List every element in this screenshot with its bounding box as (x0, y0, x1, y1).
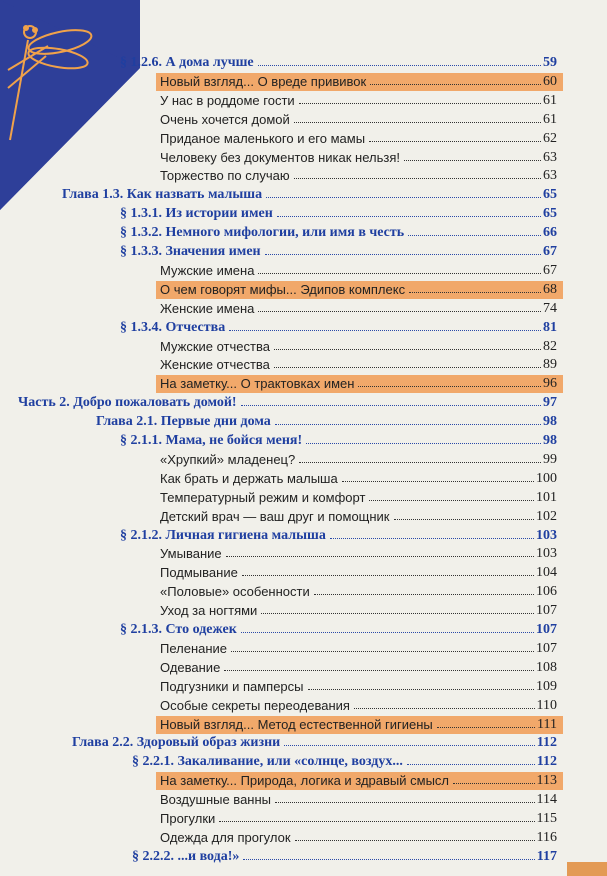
toc-entry-title: Часть 2. Добро пожаловать домой! (18, 395, 237, 411)
toc-entry-title: Подгузники и памперсы (160, 678, 304, 694)
toc-entry[interactable] (0, 205, 607, 223)
toc-leader-dots (231, 651, 534, 652)
toc-entry[interactable] (0, 564, 607, 582)
toc-page-number: 108 (536, 659, 557, 675)
toc-leader-dots (369, 141, 541, 142)
toc-page-number: 66 (543, 225, 557, 241)
toc-entry-title: Человеку без документов никак нельзя! (160, 149, 400, 165)
toc-entry-title: Женские имена (160, 300, 255, 316)
toc-page-number: 103 (536, 546, 557, 562)
toc-entry-title: § 2.1.1. Мама, не бойся меня! (120, 433, 303, 448)
toc-leader-dots (404, 160, 541, 161)
toc-entry-title: «Половые» особенности (160, 584, 310, 600)
toc-entry[interactable] (0, 338, 607, 356)
toc-leader-dots (275, 802, 535, 803)
toc-page-number: 103 (536, 527, 557, 543)
toc-page-number: 112 (536, 735, 557, 751)
toc-entry-title: § 1.3.4. Отчества (120, 319, 226, 335)
toc-leader-dots (299, 103, 541, 104)
toc-entry[interactable] (0, 470, 607, 488)
toc-entry-title: § 2.2.1. Закаливание, или «солнце, воздух... (132, 754, 403, 770)
toc-entry[interactable] (0, 678, 607, 696)
toc-page-number: 117 (536, 848, 557, 864)
toc-entry-title: Очень хочется домой (160, 111, 290, 127)
toc-page-number: 62 (543, 130, 557, 146)
toc-entry-title: § 2.1.3. Сто одежек (120, 622, 237, 637)
toc-page-number: 107 (536, 603, 557, 619)
toc-entry[interactable] (156, 716, 563, 734)
toc-page-number: 97 (543, 395, 557, 411)
toc-page-number: 115 (536, 811, 557, 826)
toc-leader-dots (308, 689, 534, 690)
toc-leader-dots (407, 764, 535, 765)
toc-entry[interactable] (0, 829, 607, 847)
toc-leader-dots (330, 538, 534, 539)
toc-leader-dots (274, 349, 541, 350)
toc-page-number: 81 (543, 319, 557, 335)
toc-leader-dots (243, 859, 534, 860)
toc-entry[interactable] (0, 243, 607, 261)
toc-entry[interactable] (0, 848, 607, 866)
toc-page-number: 96 (543, 376, 557, 392)
toc-page-number: 110 (536, 697, 557, 713)
toc-entry-title: Мужские имена (160, 262, 255, 278)
toc-entry[interactable] (0, 583, 607, 601)
toc-page-number: 82 (543, 338, 557, 354)
toc-entry[interactable] (0, 394, 607, 412)
toc-entry-title: На заметку... Природа, логика и здравый смысл (160, 773, 450, 789)
toc-page-number: 60 (543, 73, 557, 89)
toc-leader-dots (354, 708, 535, 709)
toc-entry-title: Подмывание (160, 565, 238, 581)
toc-entry-title: § 2.1.2. Личная гигиена малыша (120, 527, 326, 543)
toc-page-number: 102 (536, 508, 557, 524)
toc-entry-title: § 1.2.6. А дома лучше (120, 55, 254, 70)
toc-leader-dots (258, 273, 541, 274)
toc-entry[interactable] (0, 300, 607, 318)
toc-page-number: 63 (543, 149, 557, 165)
toc-leader-dots (453, 783, 535, 784)
toc-leader-dots (294, 122, 541, 123)
toc-entry[interactable] (0, 527, 607, 545)
toc-leader-dots (295, 840, 535, 841)
toc-entry[interactable] (0, 92, 607, 110)
toc-entry[interactable] (156, 281, 563, 299)
toc-page-number: 65 (543, 206, 557, 222)
toc-leader-dots (408, 235, 541, 236)
toc-entry-title: Уход за ногтями (160, 603, 258, 619)
toc-page-number: 100 (536, 470, 557, 486)
toc-leader-dots (394, 519, 535, 520)
toc-page-number: 116 (536, 829, 557, 845)
toc-entry[interactable] (0, 697, 607, 715)
toc-entry[interactable] (0, 659, 607, 677)
toc-leader-dots (274, 367, 541, 368)
toc-page-number: 59 (543, 55, 557, 70)
toc-page-number: 74 (543, 300, 557, 316)
toc-page-number: 98 (543, 414, 557, 430)
toc-entry-title: Одевание (160, 659, 221, 675)
toc-entry-title: Новый взгляд... Метод естественной гигиены (160, 716, 433, 732)
toc-entry-title: Умывание (160, 546, 222, 562)
toc-entry[interactable] (0, 810, 607, 828)
toc-entry[interactable] (0, 640, 607, 658)
toc-entry[interactable] (156, 772, 563, 790)
toc-entry[interactable] (0, 734, 607, 752)
toc-page-number: 63 (543, 168, 557, 184)
toc-entry-title: Пеленание (160, 640, 228, 656)
toc-leader-dots (437, 727, 535, 728)
toc-entry[interactable] (0, 753, 607, 771)
toc-entry[interactable] (0, 413, 607, 431)
toc-entry[interactable] (0, 319, 607, 337)
toc-entry[interactable] (0, 54, 607, 72)
toc-leader-dots (224, 670, 534, 671)
toc-entry[interactable] (156, 73, 563, 91)
toc-entry-title: О чем говорят мифы... Эдипов комплекс (160, 281, 406, 297)
toc-entry-title: Воздушные ванны (160, 792, 272, 808)
toc-entry-title: § 1.3.2. Немного мифологии, или имя в честь (120, 225, 405, 241)
toc-leader-dots (370, 84, 541, 85)
toc-leader-dots (241, 632, 534, 633)
toc-entry[interactable] (0, 186, 607, 204)
toc-leader-dots (277, 216, 541, 217)
toc-leader-dots (299, 462, 541, 463)
toc-page-number: 67 (543, 262, 557, 278)
toc-leader-dots (266, 197, 541, 198)
toc-entry[interactable] (0, 451, 607, 469)
toc-entry-title: § 2.2.2. ...и вода!» (132, 848, 240, 864)
toc-entry-title: Приданое маленького и его мамы (160, 130, 366, 146)
toc-leader-dots (241, 405, 541, 406)
toc-entry[interactable] (0, 791, 607, 809)
toc-leader-dots (369, 500, 534, 501)
toc-page-number: 106 (536, 584, 557, 600)
toc-leader-dots (226, 556, 534, 557)
toc-page-number: 101 (536, 489, 557, 505)
toc-page-number: 65 (543, 187, 557, 203)
toc-entry-title: «Хрупкий» младенец? (160, 451, 296, 467)
toc-page-number: 111 (537, 716, 557, 732)
toc-entry[interactable] (0, 111, 607, 129)
toc-page-number: 61 (543, 92, 557, 108)
toc-entry-title: Торжество по случаю (160, 168, 290, 184)
toc-entry-title: Особые секреты переодевания (160, 697, 350, 713)
toc-entry-title: Глава 2.1. Первые дни дома (96, 414, 271, 430)
toc-entry-title: Одежда для прогулок (160, 829, 291, 845)
toc-entry[interactable] (0, 545, 607, 563)
toc-leader-dots (261, 613, 534, 614)
toc-entry-title: Женские отчества (160, 357, 270, 373)
toc-page-number: 99 (543, 451, 557, 467)
toc-leader-dots (219, 821, 534, 822)
toc-entry-title: Глава 1.3. Как назвать малыша (62, 187, 263, 203)
toc-leader-dots (258, 311, 541, 312)
toc-leader-dots (306, 443, 541, 444)
toc-entry-title: § 1.3.3. Значения имен (120, 244, 261, 259)
toc-page-number: 61 (543, 111, 557, 127)
toc-leader-dots (358, 386, 541, 387)
toc-page-number: 107 (536, 622, 557, 637)
toc-leader-dots (342, 481, 534, 482)
toc-leader-dots (258, 65, 541, 66)
toc-entry[interactable] (0, 508, 607, 526)
toc-entry[interactable] (0, 621, 607, 639)
toc-entry[interactable] (0, 262, 607, 280)
toc-page-number: 68 (543, 281, 557, 297)
toc-leader-dots (294, 178, 541, 179)
toc-entry[interactable] (0, 432, 607, 450)
toc-entry[interactable] (0, 602, 607, 620)
toc-entry[interactable] (0, 356, 607, 374)
toc-page-number: 109 (536, 678, 557, 694)
toc-page-number: 98 (543, 433, 557, 448)
toc-entry-title: Температурный режим и комфорт (160, 489, 366, 505)
toc-page-number: 113 (536, 773, 557, 789)
toc-entry-title: На заметку... О трактовках имен (160, 376, 355, 392)
toc-entry-title: Детский врач — ваш друг и помощник (160, 508, 390, 524)
toc-leader-dots (409, 292, 541, 293)
toc-leader-dots (275, 424, 541, 425)
toc-entry-title: § 1.3.1. Из истории имен (120, 206, 273, 222)
toc-entry[interactable] (0, 167, 607, 185)
toc-entry[interactable] (0, 224, 607, 242)
toc-entry-title: Мужские отчества (160, 338, 270, 354)
toc-leader-dots (265, 254, 541, 255)
toc-entry-title: Как брать и держать малыша (160, 470, 338, 486)
toc-entry[interactable] (0, 149, 607, 167)
toc-entry-title: Прогулки (160, 811, 216, 826)
toc-entry[interactable] (0, 489, 607, 507)
toc-entry-title: У нас в роддоме гости (160, 92, 295, 108)
toc-leader-dots (314, 594, 534, 595)
toc-page-number: 107 (536, 640, 557, 656)
toc-leader-dots (284, 745, 535, 746)
toc-entry-title: Новый взгляд... О вреде прививок (160, 73, 367, 89)
toc-entry[interactable] (156, 375, 563, 393)
toc-page-number: 67 (543, 244, 557, 259)
page-tab (567, 862, 607, 876)
toc-page-number: 114 (536, 792, 557, 808)
toc-entry-title: Глава 2.2. Здоровый образ жизни (72, 735, 281, 751)
toc-page-number: 104 (536, 565, 557, 581)
toc-leader-dots (229, 330, 541, 331)
toc-leader-dots (242, 575, 534, 576)
toc-entry[interactable] (0, 130, 607, 148)
toc-page-number: 89 (543, 357, 557, 373)
toc-page-number: 112 (536, 754, 557, 770)
